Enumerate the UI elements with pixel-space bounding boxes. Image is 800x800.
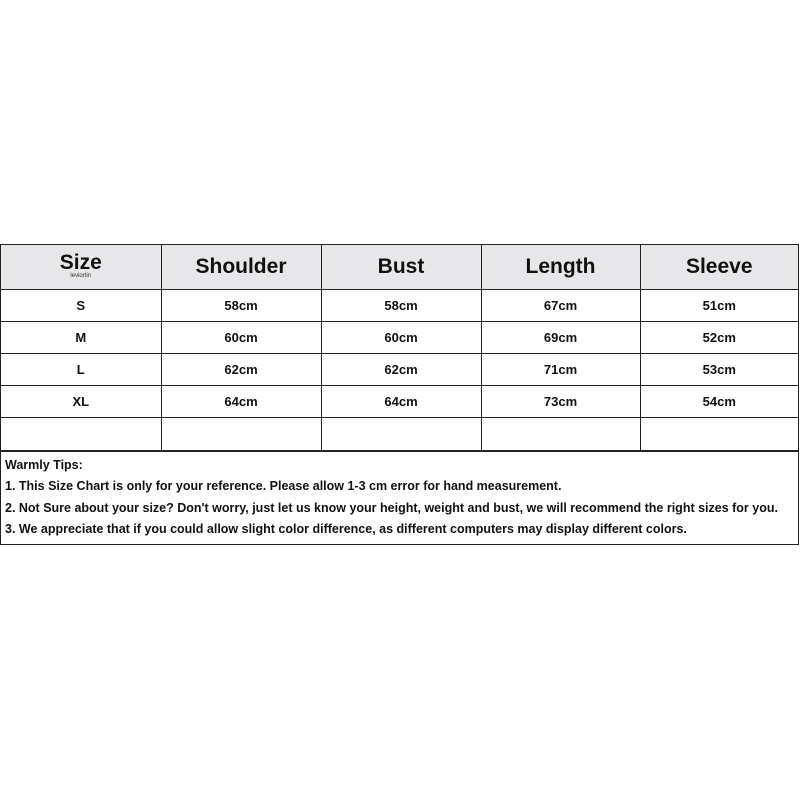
sleeve-cell: 52cm xyxy=(640,321,798,353)
table-row-empty xyxy=(1,417,798,450)
header-row xyxy=(1,245,798,289)
table-row-s xyxy=(1,289,798,321)
bust-cell: 64cm xyxy=(321,385,481,417)
size-cell: M xyxy=(1,321,161,353)
empty-cell xyxy=(481,417,640,450)
size-table xyxy=(1,245,798,451)
length-cell: 71cm xyxy=(481,353,640,385)
shoulder-cell: 62cm xyxy=(161,353,321,385)
tip-item-3: 3. We appreciate that if you could allow slight color difference, as different computers may display different colors. xyxy=(5,522,687,536)
size-cell: XL xyxy=(1,385,161,417)
size-cell: L xyxy=(1,353,161,385)
length-cell: 69cm xyxy=(481,321,640,353)
column-header-size-label: Size xyxy=(59,250,102,274)
bust-cell: 60cm xyxy=(321,321,481,353)
bust-cell: 62cm xyxy=(321,353,481,385)
length-cell: 67cm xyxy=(481,289,640,321)
brand-mark: leviortin xyxy=(70,272,92,279)
table-row-l xyxy=(1,353,798,385)
empty-cell xyxy=(640,417,798,450)
table-row-m xyxy=(1,321,798,353)
empty-cell xyxy=(321,417,481,450)
sleeve-cell: 51cm xyxy=(640,289,798,321)
sleeve-cell: 54cm xyxy=(640,385,798,417)
column-header-bust: Bust xyxy=(321,245,481,289)
column-header-length: Length xyxy=(481,245,640,289)
tips-heading: Warmly Tips: xyxy=(5,457,83,472)
tip-item-1: 1. This Size Chart is only for your reference. Please allow 1-3 cm error for hand measurement. xyxy=(5,479,562,493)
length-cell: 73cm xyxy=(481,385,640,417)
size-chart xyxy=(0,244,799,545)
bust-cell: 58cm xyxy=(321,289,481,321)
shoulder-cell: 64cm xyxy=(161,385,321,417)
shoulder-cell: 58cm xyxy=(161,289,321,321)
shoulder-cell: 60cm xyxy=(161,321,321,353)
empty-cell xyxy=(161,417,321,450)
sleeve-cell: 53cm xyxy=(640,353,798,385)
warmly-tips xyxy=(1,451,798,544)
column-header-shoulder: Shoulder xyxy=(161,245,321,289)
tip-item-2: 2. Not Sure about your size? Don't worry, just let us know your height, weight and bust, we will recommend the right sizes for you. xyxy=(5,500,778,515)
size-cell: S xyxy=(1,289,161,321)
column-header-sleeve: Sleeve xyxy=(640,245,798,289)
empty-cell xyxy=(1,417,161,450)
column-header-size xyxy=(1,245,161,289)
table-row-xl xyxy=(1,385,798,417)
